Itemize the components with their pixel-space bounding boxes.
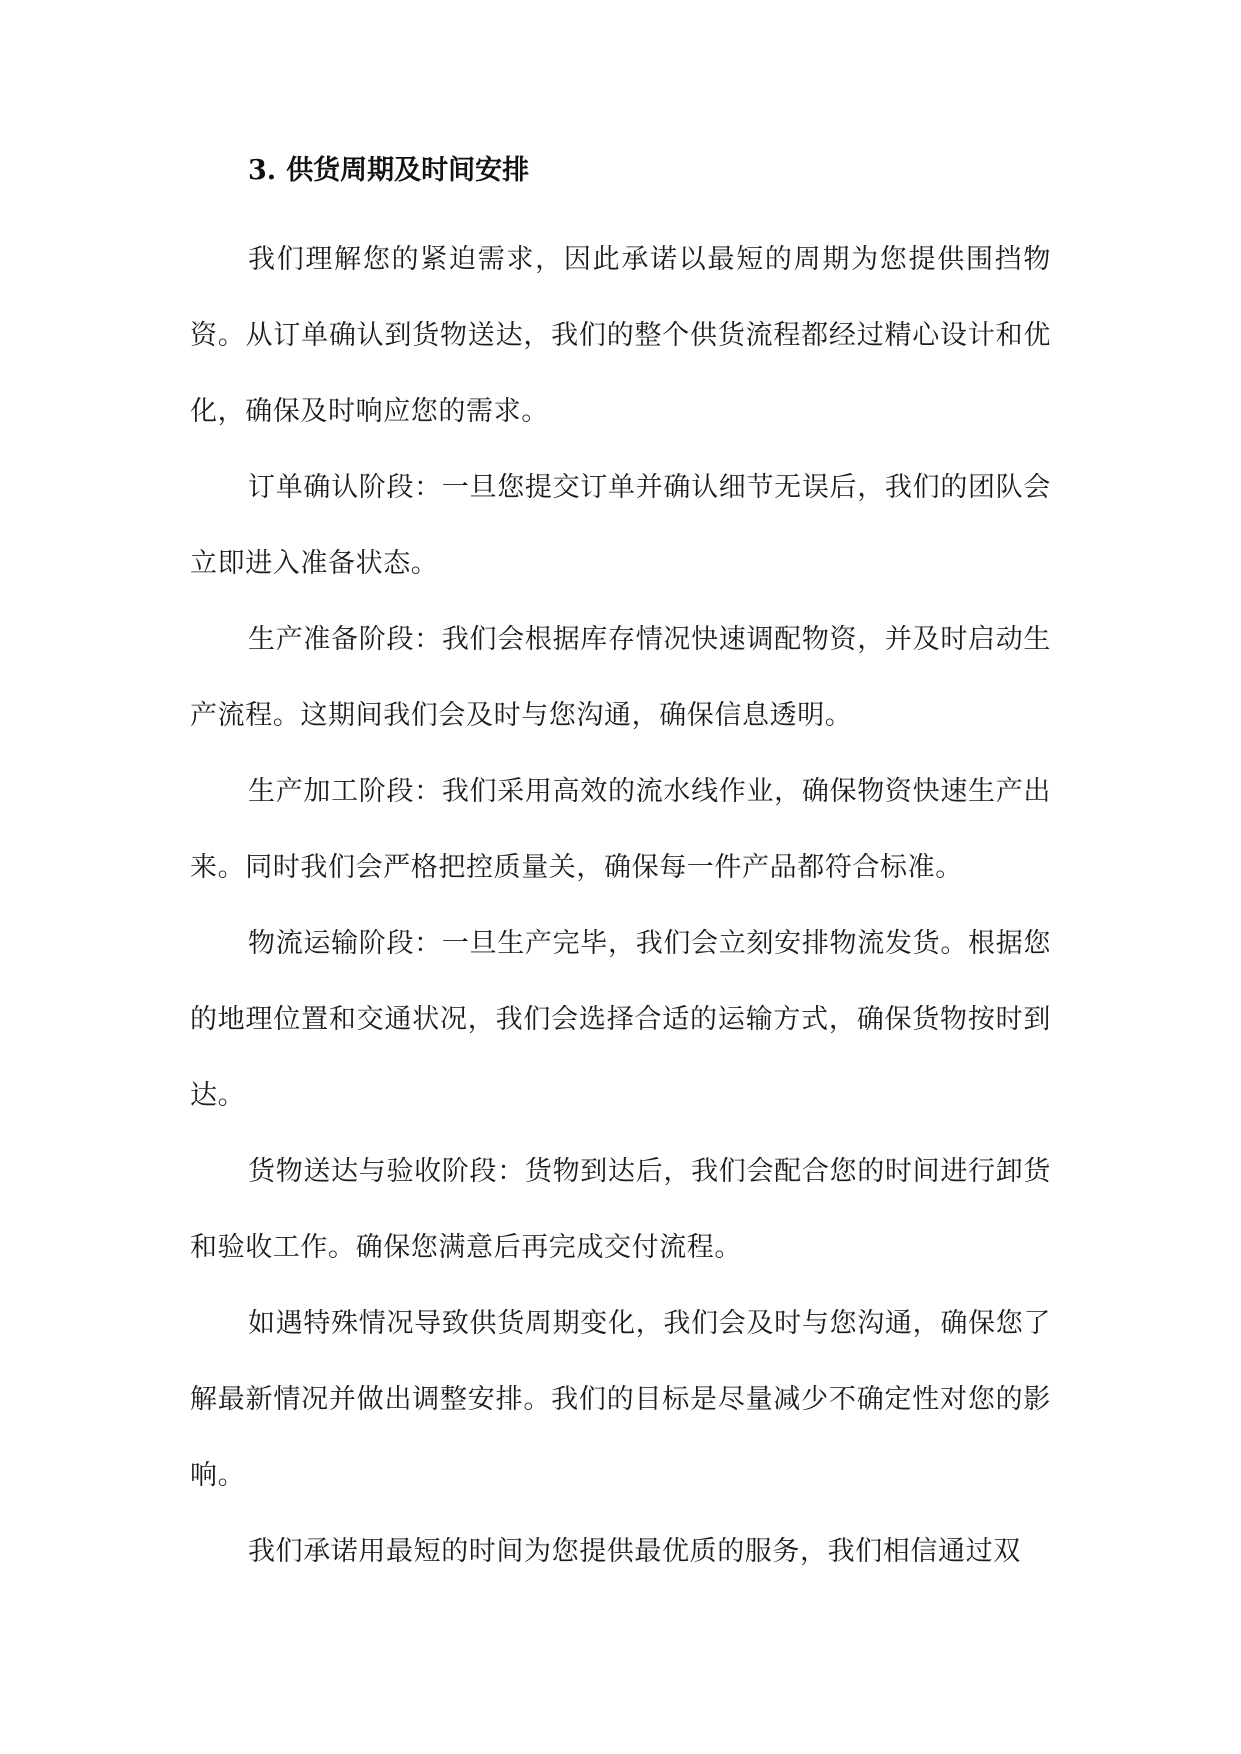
paragraph-order-confirmation: 订单确认阶段：一旦您提交订单并确认细节无误后，我们的团队会立即进入准备状态。 bbox=[190, 472, 1051, 579]
paragraph-intro: 我们理解您的紧迫需求，因此承诺以最短的周期为您提供围挡物资。从订单确认到货物送达，我们的整个供货流程都经过精心设计和优化，确保及时响应您的需求。 bbox=[190, 244, 1051, 427]
document-body bbox=[190, 146, 1051, 1590]
section-heading bbox=[248, 146, 1051, 222]
paragraph-logistics: 物流运输阶段：一旦生产完毕，我们会立刻安排物流发货。根据您的地理位置和交通状况，我们会选择合适的运输方式，确保货物按时到达。 bbox=[190, 928, 1051, 1111]
section-title: 供货周期及时间安排 bbox=[286, 155, 530, 186]
paragraph-production-processing: 生产加工阶段：我们采用高效的流水线作业，确保物资快速生产出来。同时我们会严格把控质量关，确保每一件产品都符合标准。 bbox=[190, 776, 1051, 883]
paragraph-delivery-acceptance: 货物送达与验收阶段：货物到达后，我们会配合您的时间进行卸货和验收工作。确保您满意后再完成交付流程。 bbox=[190, 1156, 1051, 1263]
section-number: 3. bbox=[248, 155, 277, 186]
paragraph-special-cases: 如遇特殊情况导致供货周期变化，我们会及时与您沟通，确保您了解最新情况并做出调整安排。我们的目标是尽量减少不确定性对您的影响。 bbox=[190, 1308, 1051, 1491]
paragraph-production-preparation: 生产准备阶段：我们会根据库存情况快速调配物资，并及时启动生产流程。这期间我们会及时与您沟通，确保信息透明。 bbox=[190, 624, 1051, 731]
paragraph-commitment: 我们承诺用最短的时间为您提供最优质的服务，我们相信通过双 bbox=[248, 1536, 1021, 1567]
